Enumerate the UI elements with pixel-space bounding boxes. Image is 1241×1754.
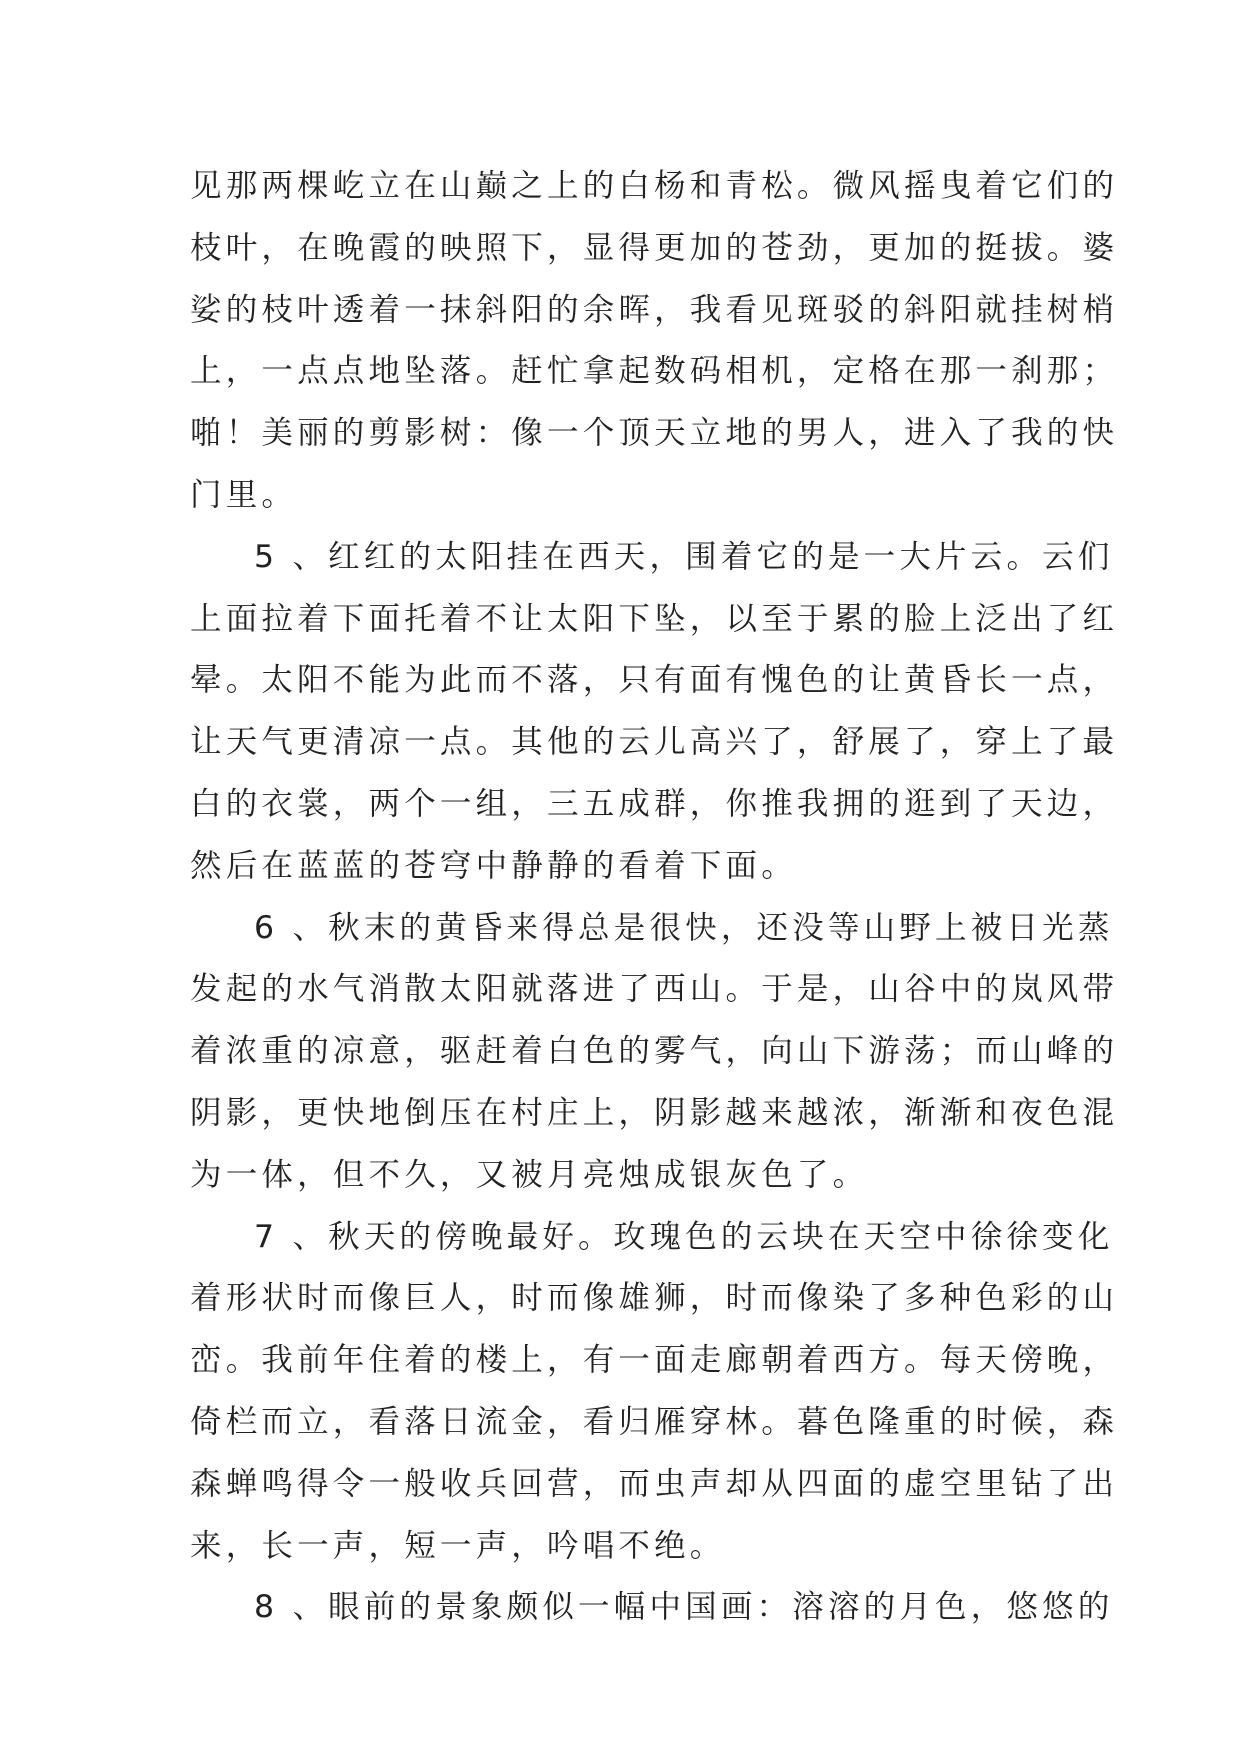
text-line-3: 娑的枝叶透着一抹斜阳的余晖，我看见斑驳的斜阳就挂树梢 <box>190 291 1119 328</box>
text-line-23: 来，长一声，短一声，吟唱不绝。 <box>190 1527 726 1564</box>
text-line-1: 见那两棵屹立在山巅之上的白杨和青松。微风摇曳着它们的 <box>190 168 1119 204</box>
text-line-10: 让天气更清凉一点。其他的云儿高兴了，舒展了，穿上了最 <box>190 724 1119 761</box>
text-line-22: 森蝉鸣得令一般收兵回营，而虫声却从四面的虚空里钻了出 <box>190 1465 1119 1502</box>
text-line-15: 着浓重的凉意，驱赶着白色的雾气，向山下游荡；而山峰的 <box>190 1033 1119 1070</box>
text-line-9: 晕。太阳不能为此而不落，只有面有愧色的让黄昏长一点， <box>190 662 1119 699</box>
text-line-5: 啪！美丽的剪影树：像一个顶天立地的男人，进入了我的快 <box>190 415 1119 452</box>
text-line-21: 倚栏而立，看落日流金，看归雁穿林。暮色隆重的时候，森 <box>190 1403 1119 1440</box>
paragraph-6-start: 6 、秋末的黄昏来得总是很快，还没等山野上被日光蒸 <box>254 909 1114 946</box>
text-line-16: 阴影，更快地倒压在村庄上，阴影越来越浓，渐渐和夜色混 <box>190 1094 1119 1131</box>
text-line-17: 为一体，但不久，又被月亮烛成银灰色了。 <box>190 1156 869 1193</box>
text-line-12: 然后在蓝蓝的苍穹中静静的看着下面。 <box>190 847 797 884</box>
text-line-20: 峦。我前年住着的楼上，有一面走廊朝着西方。每天傍晚， <box>190 1342 1119 1379</box>
text-line-4: 上，一点点地坠落。赶忙拿起数码相机，定格在那一刹那； <box>190 353 1119 390</box>
text-line-11: 白的衣裳，两个一组，三五成群，你推我拥的逛到了天边， <box>190 785 1119 822</box>
text-line-2: 枝叶，在晚霞的映照下，显得更加的苍劲，更加的挺拔。婆 <box>190 229 1119 266</box>
text-line-14: 发起的水气消散太阳就落进了西山。于是，山谷中的岚风带 <box>190 971 1119 1008</box>
text-line-19: 着形状时而像巨人，时而像雄狮，时而像染了多种色彩的山 <box>190 1280 1119 1317</box>
text-line-6: 门里。 <box>190 476 298 513</box>
paragraph-5-start: 5 、红红的太阳挂在西天，围着它的是一大片云。云们 <box>254 538 1114 575</box>
paragraph-8-start: 8 、眼前的景象颇似一幅中国画：溶溶的月色，悠悠的 <box>254 1589 1114 1626</box>
text-line-8: 上面拉着下面托着不让太阳下坠，以至于累的脸上泛出了红 <box>190 600 1119 637</box>
document-body <box>190 156 1119 1639</box>
paragraph-7-start: 7 、秋天的傍晚最好。玫瑰色的云块在天空中徐徐变化 <box>254 1218 1114 1255</box>
